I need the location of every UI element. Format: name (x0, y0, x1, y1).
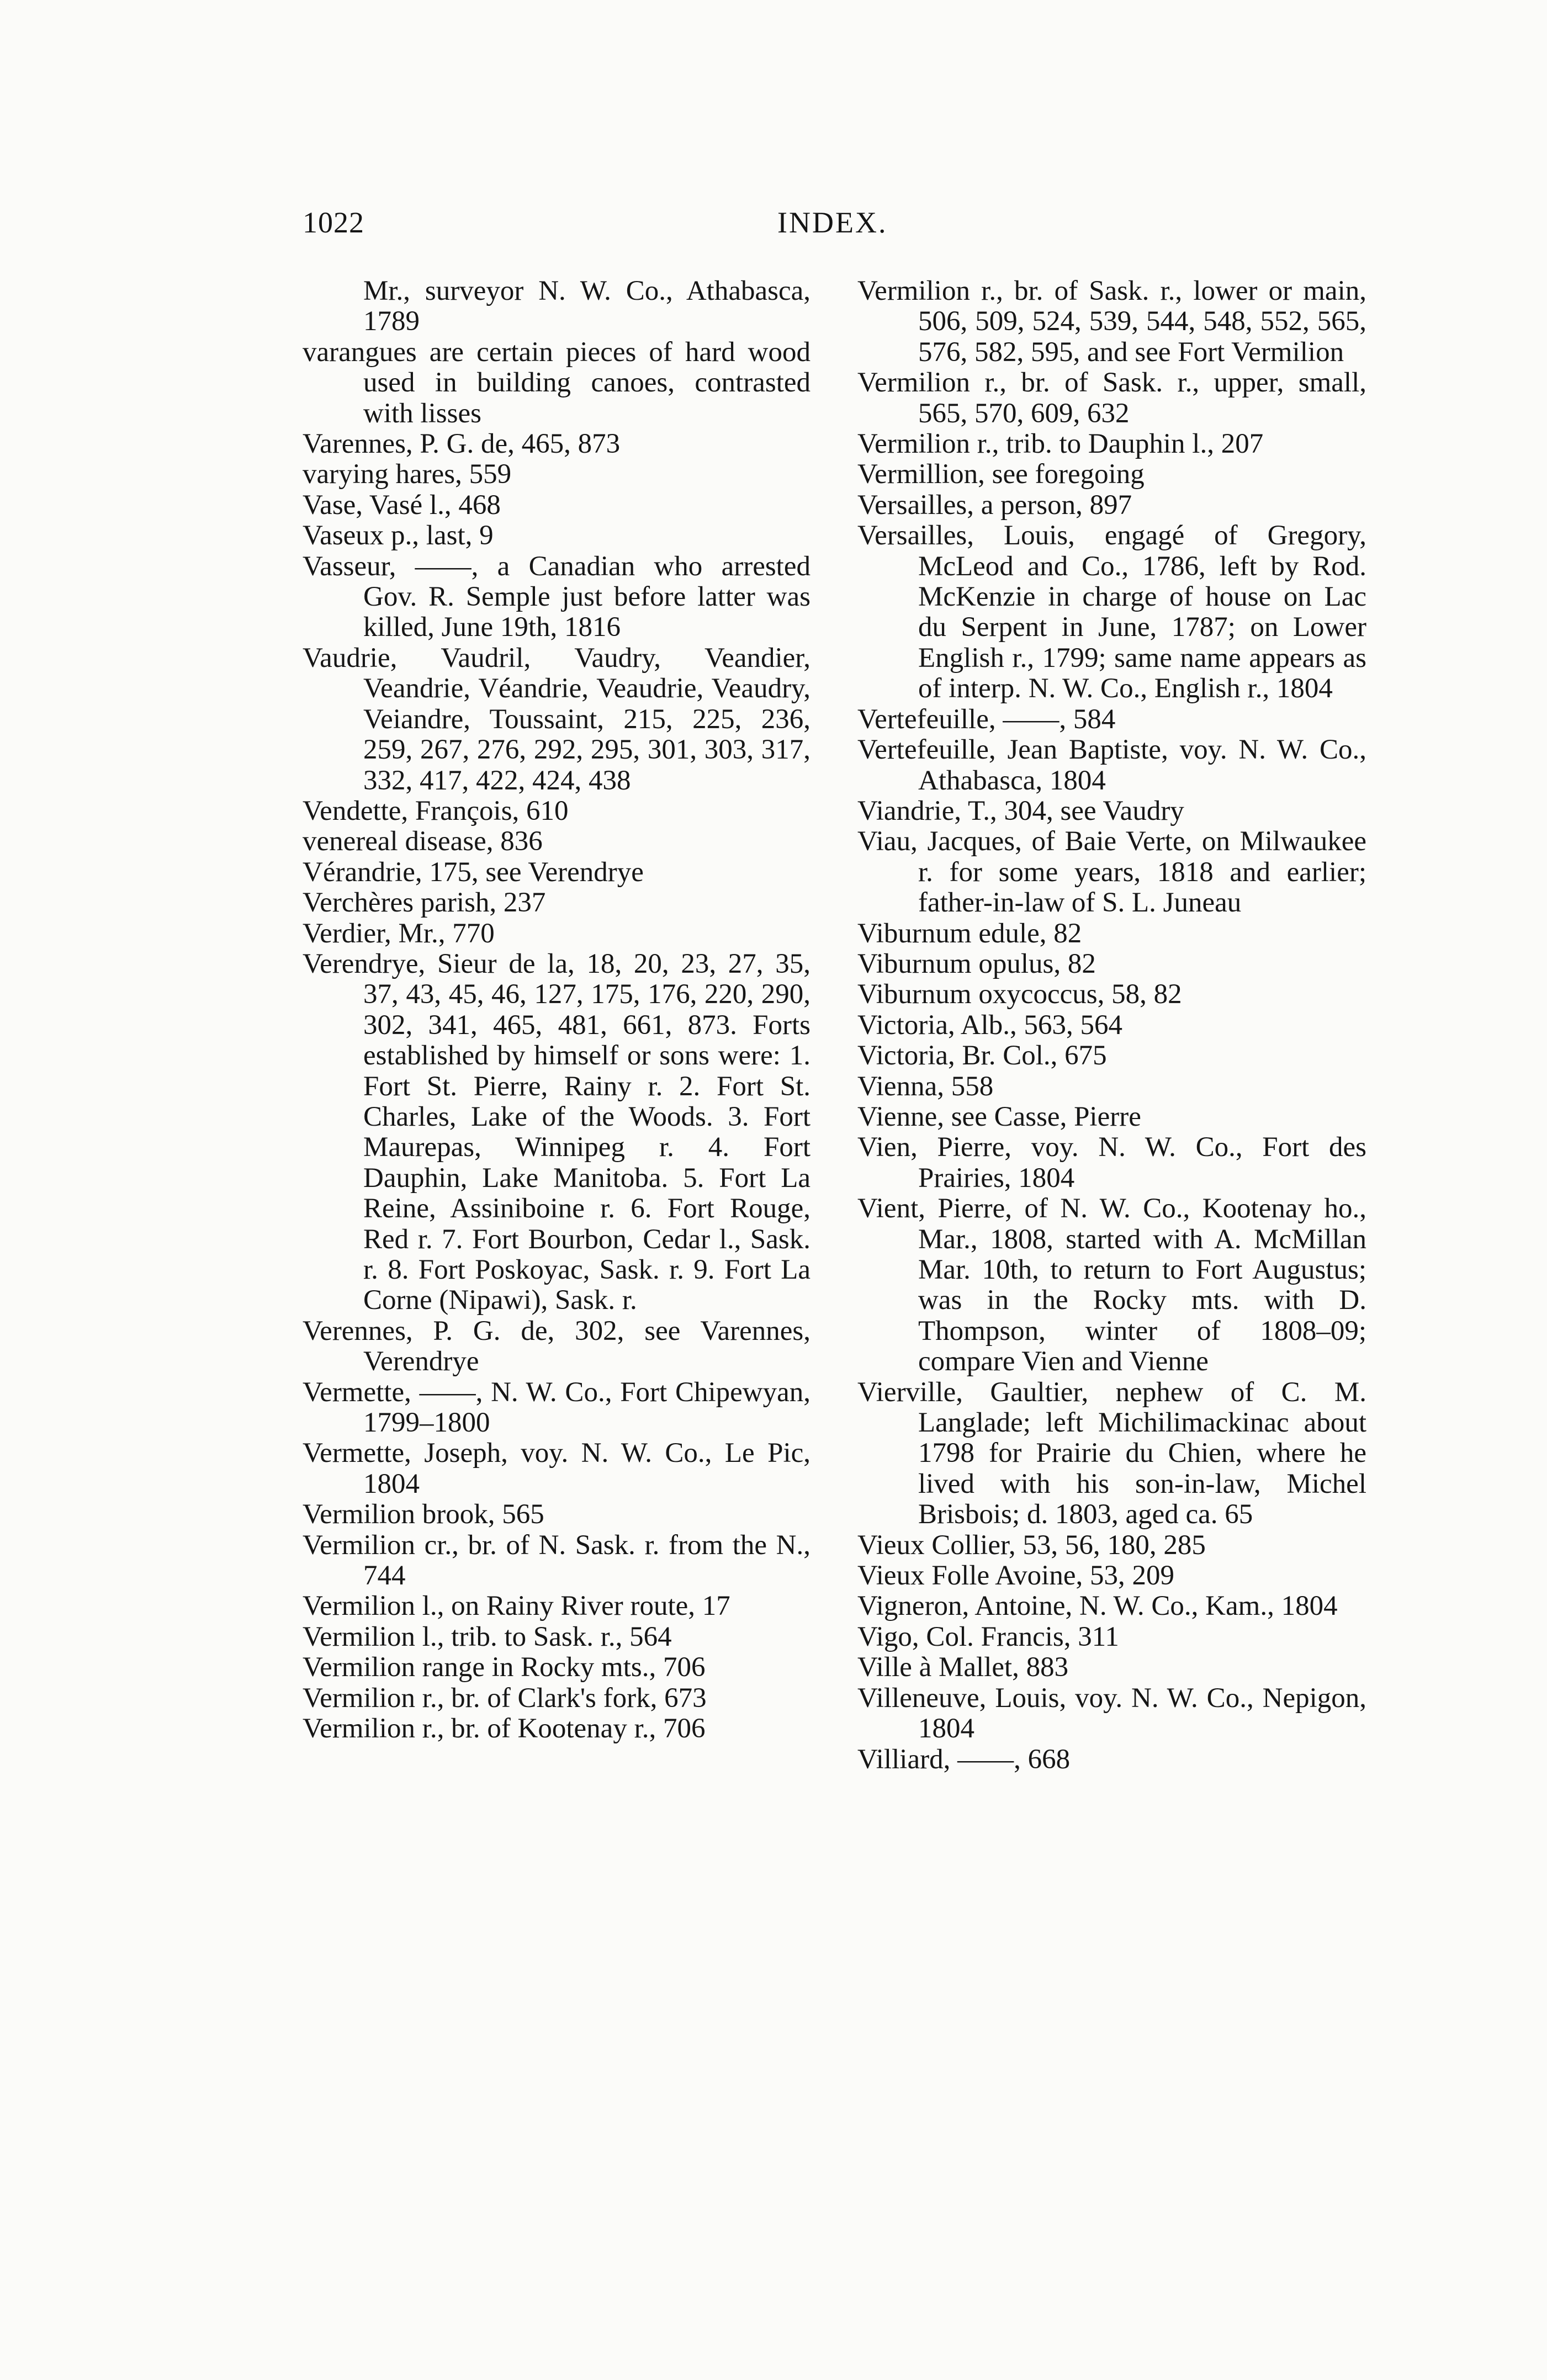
page-heading: INDEX. (777, 206, 888, 239)
index-entry: Verendrye, Sieur de la, 18, 20, 23, 27, 35, 37, 43, 45, 46, 127, 175, 176, 220, 290, 302, 341, 465, 481, 661, 873. Forts established by himself or sons were: 1. Fort St. Pierre, Rainy r. 2. Fort St. Charles, Lake of the Woods. 3. Fort Maurepas, Winnipeg r. 4. Fort Dauphin, Lake Manitoba. 5. Fort La Reine, Assiniboine r. 6. Fort Rouge, Red r. 7. Fort Bourbon, Cedar l., Sask. r. 8. Fort Poskoyac, Sask. r. 9. Fort La Corne (Nipawi), Sask. r. (303, 948, 810, 1316)
index-entry: Vermilion r., br. of Clark's fork, 673 (303, 1682, 707, 1714)
index-entry: Vermette, ——, N. W. Co., Fort Chipewyan, 1799–1800 (303, 1376, 810, 1439)
index-entry: Viau, Jacques, of Baie Verte, on Milwaukee r. for some years, 1818 and earlier; father-in-law of S. L. Juneau (857, 826, 1366, 919)
index-entry: Vienna, 558 (857, 1070, 994, 1102)
index-entry: Vermilion l., on Rainy River route, 17 (303, 1591, 730, 1622)
index-entry: Ville à Mallet, 883 (857, 1652, 1069, 1683)
index-column-right (857, 276, 1366, 1775)
index-column-left (303, 276, 810, 1745)
index-entry: Verennes, P. G. de, 302, see Varennes, Verendrye (303, 1315, 810, 1377)
index-entry: Vermilion range in Rocky mts., 706 (303, 1652, 706, 1683)
index-entry: Vasseur, ——, a Canadian who arrested Gov. R. Semple just before latter was killed, June 19th, 1816 (303, 550, 810, 643)
index-entry: Vermilion brook, 565 (303, 1499, 544, 1530)
index-entry: Viburnum edule, 82 (857, 918, 1082, 949)
index-entry: varangues are certain pieces of hard wood used in building canoes, contrasted with lisses (303, 336, 810, 429)
index-entry: Viburnum oxycoccus, 58, 82 (857, 979, 1182, 1010)
index-entry: Verchères parish, 237 (303, 887, 546, 919)
index-entry: Vaseux p., last, 9 (303, 520, 494, 552)
index-entry: Vermillion, see foregoing (857, 459, 1145, 490)
index-entry: Vermilion r., br. of Sask. r., upper, small, 565, 570, 609, 632 (857, 367, 1366, 429)
index-entry: Vien, Pierre, voy. N. W. Co., Fort des Prairies, 1804 (857, 1132, 1366, 1194)
index-entry: Vigo, Col. Francis, 311 (857, 1621, 1119, 1652)
index-entry: Vienne, see Casse, Pierre (857, 1101, 1141, 1132)
index-entry: Vieux Collier, 53, 56, 180, 285 (857, 1529, 1206, 1561)
index-entry: Villeneuve, Louis, voy. N. W. Co., Nepigon, 1804 (857, 1682, 1366, 1745)
index-entry: Verdier, Mr., 770 (303, 918, 495, 949)
index-entry: Victoria, Alb., 563, 564 (857, 1009, 1122, 1041)
index-entry: Victoria, Br. Col., 675 (857, 1040, 1107, 1072)
index-entry: Viandrie, T., 304, see Vaudry (857, 795, 1184, 826)
index-entry: varying hares, 559 (303, 459, 512, 490)
index-entry: Villiard, ——, 668 (857, 1743, 1071, 1775)
index-entry: Vertefeuille, ——, 584 (857, 703, 1116, 735)
index-entry: Vermilion cr., br. of N. Sask. r. from the N., 744 (303, 1529, 810, 1592)
index-entry: Vigneron, Antoine, N. W. Co., Kam., 1804 (857, 1591, 1338, 1622)
page-number: 1022 (303, 206, 364, 239)
index-entry: Vient, Pierre, of N. W. Co., Kootenay ho., Mar., 1808, started with A. McMillan Mar. 10th, to return to Fort Augustus; was in the Rocky mts. with D. Thompson, winter of 1808–09; compare Vien and Vienne (857, 1193, 1366, 1377)
index-entry: venereal disease, 836 (303, 826, 543, 857)
index-entry: Vermette, Joseph, voy. N. W. Co., Le Pic, 1804 (303, 1438, 810, 1499)
index-entry: Vase, Vasé l., 468 (303, 489, 501, 521)
index-entry: Viburnum opulus, 82 (857, 948, 1096, 979)
index-entry: Vieux Folle Avoine, 53, 209 (857, 1560, 1174, 1592)
index-entry: Vérandrie, 175, see Verendrye (303, 856, 644, 888)
index-entry: Vermilion r., trib. to Dauphin l., 207 (857, 428, 1264, 460)
index-entry: Vermilion r., br. of Kootenay r., 706 (303, 1713, 706, 1745)
running-head (303, 205, 1367, 241)
index-entry: Vendette, François, 610 (303, 795, 569, 826)
index-entry: Vertefeuille, Jean Baptiste, voy. N. W. Co., Athabasca, 1804 (857, 734, 1366, 796)
index-entry: Vaudrie, Vaudril, Vaudry, Veandier, Veandrie, Véandrie, Veaudrie, Veaudry, Veiandre, Toussaint, 215, 225, 236, 259, 267, 276, 292, 295, 301, 303, 317, 332, 417, 422, 424, 438 (303, 642, 810, 796)
index-entry: Mr., surveyor N. W. Co., Athabasca, 1789 (363, 275, 810, 337)
index-entry: Versailles, Louis, engagé of Gregory, McLeod and Co., 1786, left by Rod. McKenzie in charge of house on Lac du Serpent in June, 1787; on Lower English r., 1799; same name appears as of interp. N. W. Co., English r., 1804 (857, 520, 1366, 704)
index-entry: Versailles, a person, 897 (857, 489, 1132, 521)
index-entry: Vermilion r., br. of Sask. r., lower or main, 506, 509, 524, 539, 544, 548, 552, 565, 576, 582, 595, and see Fort Vermilion (857, 275, 1366, 368)
index-entry: Vierville, Gaultier, nephew of C. M. Langlade; left Michilimackinac about 1798 for Prairie du Chien, where he lived with his son-in-law, Michel Brisbois; d. 1803, aged ca. 65 (857, 1376, 1366, 1530)
index-entry: Vermilion l., trib. to Sask. r., 564 (303, 1621, 672, 1652)
index-entry: Varennes, P. G. de, 465, 873 (303, 428, 621, 460)
